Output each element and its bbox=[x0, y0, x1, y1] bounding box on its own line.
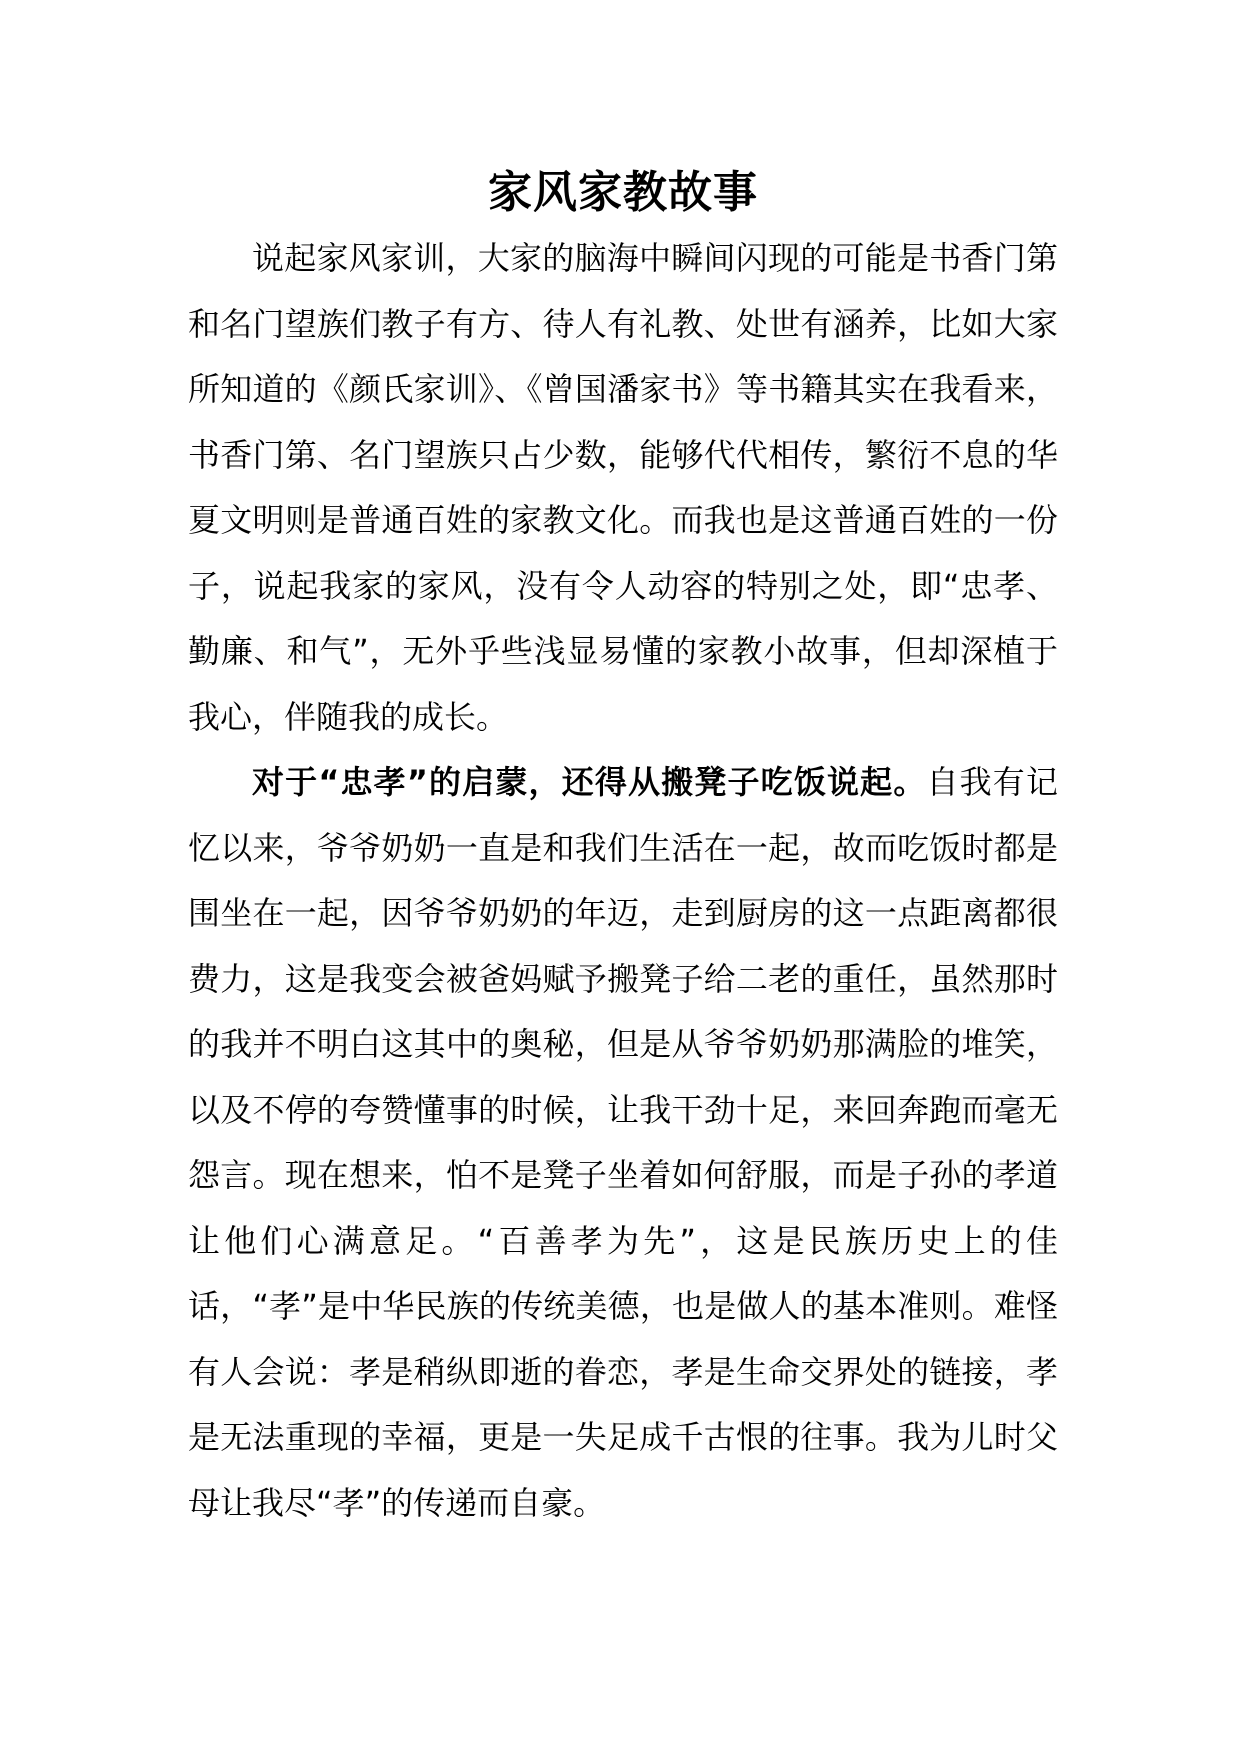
paragraph-body-text: 自我有记忆以来，爷爷奶奶一直是和我们生活在一起，故而吃饭时都是围坐在一起，因爷爷奶奶的年迈，走到厨房的这一点距离都很费力，这是我变会被爸妈赋予搬凳子给二老的重任，虽然那时的我并不明白这其中的奥秘，但是从爷爷奶奶那满脸的堆笑，以及不停的夸赞懂事的时候，让我干劲十足，来回奔跑而毫无怨言。现在想来，怕不是凳子坐着如何舒服，而是子孙的孝道让他们心满意足。“百善孝为先”，这是民族历史上的佳话，“孝”是中华民族的传统美德，也是做人的基本准则。难怪有人会说：孝是稍纵即逝的眷恋，孝是生命交界处的链接，孝是无法重现的幸福，更是一失足成千古恨的往事。我为儿时父母让我尽“孝”的传递而自豪。 bbox=[188, 763, 1058, 1522]
document-page bbox=[188, 160, 1058, 1536]
paragraph-intro: 说起家风家训，大家的脑海中瞬间闪现的可能是书香门第和名门望族们教子有方、待人有礼教、处世有涵养，比如大家所知道的《颜氏家训》、《曾国潘家书》等书籍其实在我看来，书香门第、名门望族只占少数，能够代代相传，繁衍不息的华夏文明则是普通百姓的家教文化。而我也是这普通百姓的一份子，说起我家的家风，没有令人动容的特别之处，即“忠孝、勤廉、和气”，无外乎些浅显易懂的家教小故事，但却深植于我心，伴随我的成长。 bbox=[188, 239, 1058, 736]
paragraph-filial-piety bbox=[188, 750, 1058, 1536]
document-title: 家风家教故事 bbox=[488, 167, 758, 218]
paragraph-lead-sentence: 对于“忠孝”的启蒙，还得从搬凳子吃饭说起。 bbox=[252, 763, 927, 801]
